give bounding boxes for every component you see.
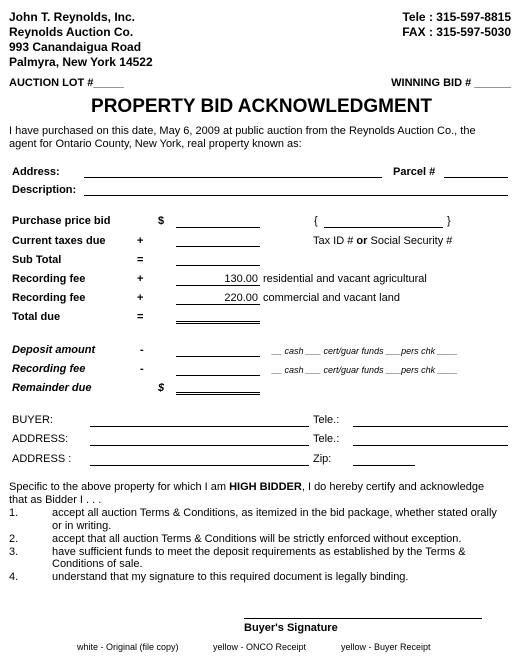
tax-id-field[interactable] xyxy=(324,227,443,228)
intro-line-2: agent for Ontario County, New York, real property known as: xyxy=(9,138,302,150)
recording-payment-methods: __ cash ___ cert/guar funds ___pers chk ____ xyxy=(272,365,458,375)
equals-sign: = xyxy=(137,311,144,323)
recording-fee-label: Recording fee xyxy=(12,292,86,304)
certify-line-2: that as Bidder I . . . xyxy=(9,494,102,506)
plus-sign: + xyxy=(137,273,144,285)
address-label: ADDRESS: xyxy=(12,433,69,445)
tax-id-label: Tax ID # or Social Security # xyxy=(313,235,453,247)
total-due-field[interactable] xyxy=(176,321,260,324)
address-field[interactable] xyxy=(84,177,382,178)
company-name: John T. Reynolds, Inc. xyxy=(9,10,136,24)
dollar-sign: $ xyxy=(158,215,165,227)
remainder-due-label: Remainder due xyxy=(12,382,92,394)
winning-bid-label: WINNING BID # ______ xyxy=(391,77,511,89)
remainder-due-field[interactable] xyxy=(176,392,260,395)
recording-fee-label: Recording fee xyxy=(12,273,86,285)
zip-field[interactable] xyxy=(353,465,415,466)
sub-total-label: Sub Total xyxy=(12,254,62,266)
deposit-amount-label: Deposit amount xyxy=(12,344,96,356)
signature-line[interactable] xyxy=(244,618,482,619)
recording-fee-payment-field[interactable] xyxy=(176,375,260,376)
copy-yellow-buyer: yellow - Buyer Receipt xyxy=(341,642,431,652)
list-item: have sufficient funds to meet the deposit requirements as established by the Terms & xyxy=(52,546,466,558)
company-city: Palmyra, New York 14522 xyxy=(9,55,153,69)
buyer-address-field-2[interactable] xyxy=(90,465,309,466)
list-item-number: 4. xyxy=(9,571,19,583)
tele-field[interactable] xyxy=(353,426,508,427)
tele-field-2[interactable] xyxy=(353,445,508,446)
list-item-number: 3. xyxy=(9,546,19,558)
list-item-number: 1. xyxy=(9,507,19,519)
purchase-price-field[interactable] xyxy=(176,227,260,228)
recording-fee-amount-1: 130.00 xyxy=(224,273,258,285)
company-street: 993 Canandaigua Road xyxy=(9,40,142,54)
auction-lot-label: AUCTION LOT #_____ xyxy=(9,77,124,89)
purchase-price-label: Purchase price bid xyxy=(12,215,111,227)
zip-label: Zip: xyxy=(313,453,332,465)
company-fax: FAX : 315-597-5030 xyxy=(402,25,511,39)
recording-fee-payment-label: Recording fee xyxy=(12,363,86,375)
deposit-amount-field[interactable] xyxy=(176,356,260,357)
total-due-label: Total due xyxy=(12,311,61,323)
company-sub: Reynolds Auction Co. xyxy=(9,25,134,39)
list-item: accept all auction Terms & Conditions, as itemized in the bid package, whether stated orally xyxy=(52,507,497,519)
certify-line-1: Specific to the above property for which I am HIGH BIDDER, I do hereby certify and acknowledge xyxy=(9,481,485,493)
description-field[interactable] xyxy=(84,195,508,196)
company-tele: Tele : 315-597-8815 xyxy=(402,10,511,24)
copy-white: white - Original (file copy) xyxy=(77,642,179,652)
parcel-label: Parcel # xyxy=(393,166,436,178)
current-taxes-label: Current taxes due xyxy=(12,235,106,247)
deposit-payment-methods: __ cash ___ cert/guar funds ___pers chk ____ xyxy=(272,346,458,356)
minus-sign: - xyxy=(140,344,144,356)
list-item: Conditions of sale. xyxy=(52,558,143,570)
sub-total-field[interactable] xyxy=(176,265,260,266)
dollar-sign: $ xyxy=(158,382,165,394)
buyer-address-field[interactable] xyxy=(90,445,309,446)
page-title: PROPERTY BID ACKNOWLEDGMENT xyxy=(91,96,432,117)
signature-label: Buyer's Signature xyxy=(244,622,338,634)
current-taxes-field[interactable] xyxy=(176,246,260,247)
parcel-field[interactable] xyxy=(444,177,508,178)
recording-fee-field-2 xyxy=(176,304,260,305)
brace-close: } xyxy=(447,215,451,227)
list-item: accept that all auction Terms & Conditions will be strictly enforced without exception. xyxy=(52,533,462,545)
recording-fee-field-1 xyxy=(176,285,260,286)
address-label-2: ADDRESS : xyxy=(12,453,72,465)
buyer-field[interactable] xyxy=(90,426,309,427)
tele-label: Tele.: xyxy=(313,433,340,445)
recording-fee-desc-1: residential and vacant agricultural xyxy=(263,273,427,285)
tele-label: Tele.: xyxy=(313,414,340,426)
recording-fee-desc-2: commercial and vacant land xyxy=(263,292,400,304)
copy-yellow-onco: yellow - ONCO Receipt xyxy=(213,642,307,652)
buyer-label: BUYER: xyxy=(12,414,53,426)
list-item-number: 2. xyxy=(9,533,19,545)
equals-sign: = xyxy=(137,254,144,266)
recording-fee-amount-2: 220.00 xyxy=(224,292,258,304)
minus-sign: - xyxy=(140,363,144,375)
list-item: understand that my signature to this required document is legally binding. xyxy=(52,571,409,583)
plus-sign: + xyxy=(137,292,144,304)
list-item: or in writing. xyxy=(52,520,112,532)
intro-line-1: I have purchased on this date, May 6, 2009 at public auction from the Reynolds Auction Co., the xyxy=(9,125,476,137)
description-label: Description: xyxy=(12,184,77,196)
brace-open: { xyxy=(314,215,318,227)
address-label: Address: xyxy=(12,166,60,178)
plus-sign: + xyxy=(137,235,144,247)
